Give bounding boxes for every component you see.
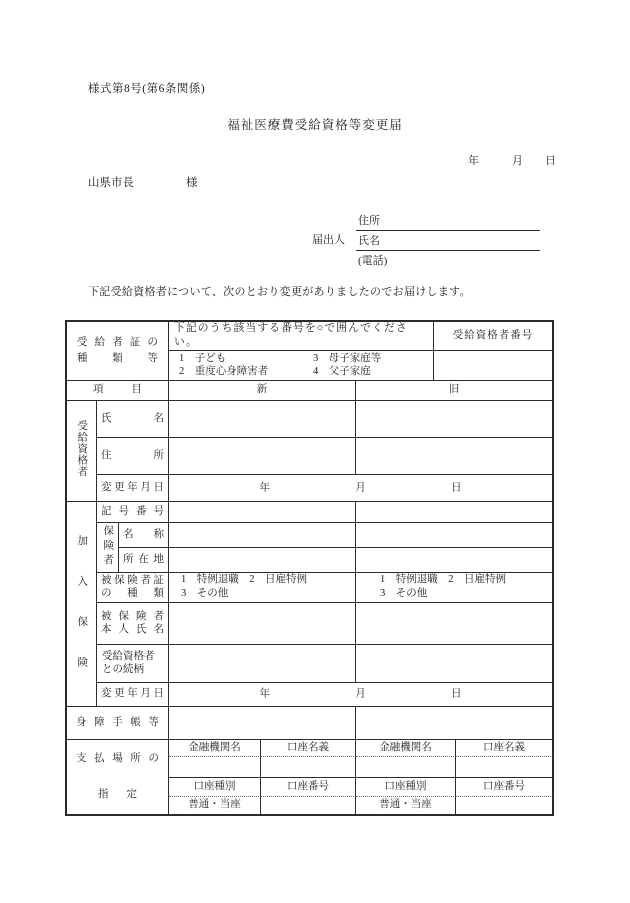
field-symbol-number-old[interactable] bbox=[356, 502, 553, 523]
account-number-label-old: 口座番号 bbox=[456, 778, 553, 797]
account-kind-options-old[interactable]: 普通・当座 bbox=[356, 797, 456, 815]
day-label: 日 bbox=[451, 688, 462, 700]
address-label: 住所 bbox=[358, 215, 380, 227]
field-card-type-old[interactable] bbox=[356, 573, 553, 603]
cert-type-label-line1: 受給者証の bbox=[77, 337, 158, 349]
symbol-number-label: 記号番号 bbox=[97, 502, 169, 523]
form-number: 様式第8号(第6条関係) bbox=[88, 83, 206, 95]
insurer-header bbox=[97, 523, 119, 573]
card-options-old-line2[interactable]: 3 その他 bbox=[380, 588, 428, 600]
card-options-new-line2[interactable]: 3 その他 bbox=[181, 588, 229, 600]
handbook-label: 身障手帳等 bbox=[67, 707, 169, 740]
addressee-name: 山県市長 bbox=[88, 177, 134, 189]
column-header-old: 旧 bbox=[356, 381, 553, 401]
insurance-change-date-label: 変更年月日 bbox=[97, 683, 169, 707]
declarant-label: 届出人 bbox=[312, 234, 345, 246]
month-label: 月 bbox=[355, 481, 366, 493]
field-card-type-new[interactable] bbox=[169, 573, 356, 603]
field-insurance-change-date[interactable] bbox=[169, 683, 553, 707]
insurance-group-label: 加入保険 bbox=[76, 535, 88, 698]
declarant-phone-field[interactable] bbox=[356, 251, 540, 270]
card-options-new-line1[interactable]: 1 特例退職 2 日雇特例 bbox=[181, 574, 307, 586]
field-handbook-new[interactable] bbox=[169, 707, 356, 740]
year-label: 年 bbox=[259, 688, 270, 700]
field-recipient-address-old[interactable] bbox=[356, 438, 553, 475]
cert-options-row2 bbox=[179, 365, 433, 379]
circle-instruction: 下記のうち該当する番号を○で囲んでください。 bbox=[169, 322, 434, 351]
field-account-holder-new[interactable] bbox=[261, 757, 356, 778]
card-type-label-line2: の種類 bbox=[101, 588, 164, 600]
declarant-name-field[interactable] bbox=[356, 231, 540, 251]
relation-label bbox=[97, 645, 169, 683]
relation-label-line1: 受給資格者 bbox=[102, 650, 155, 662]
insurer-name-label: 名称 bbox=[119, 523, 169, 548]
insured-name-label bbox=[97, 603, 169, 645]
insurance-group-header bbox=[67, 502, 97, 707]
payment-place-label bbox=[67, 740, 169, 815]
recipient-address-label: 住所 bbox=[97, 438, 169, 475]
year-label: 年 bbox=[259, 481, 270, 493]
recipient-change-date-label: 変更年月日 bbox=[97, 475, 169, 502]
declarant-fields bbox=[356, 211, 540, 270]
day-label: 日 bbox=[451, 481, 462, 493]
recipient-group-label: 受給資格者 bbox=[76, 419, 88, 478]
field-bank-name-old[interactable] bbox=[356, 757, 456, 778]
field-relation-new[interactable] bbox=[169, 645, 356, 683]
field-recipient-number[interactable] bbox=[434, 351, 553, 381]
field-insured-name-old[interactable] bbox=[356, 603, 553, 645]
recipient-number-label: 受給資格者番号 bbox=[434, 322, 553, 351]
card-type-label bbox=[97, 573, 169, 603]
main-table bbox=[66, 321, 553, 815]
relation-label-line2: との続柄 bbox=[102, 664, 144, 676]
recipient-name-label: 氏名 bbox=[97, 401, 169, 438]
date-line: 年 月 日 bbox=[468, 155, 556, 167]
cert-type-label-line2: 種類等 bbox=[77, 352, 158, 364]
field-account-number-old[interactable] bbox=[456, 797, 553, 815]
bank-name-label-old: 金融機関名 bbox=[356, 740, 456, 757]
insurer-address-label: 所在地 bbox=[119, 548, 169, 573]
field-account-number-new[interactable] bbox=[261, 797, 356, 815]
column-header-item: 項目 bbox=[67, 381, 169, 401]
recipient-group-header bbox=[67, 401, 97, 502]
field-account-holder-old[interactable] bbox=[456, 757, 553, 778]
cert-type-options[interactable] bbox=[169, 351, 434, 381]
account-holder-label-old: 口座名義 bbox=[456, 740, 553, 757]
payment-label-line2: 指定 bbox=[98, 788, 137, 800]
insured-name-label-line2: 本人氏名 bbox=[101, 624, 164, 636]
field-recipient-name-old[interactable] bbox=[356, 401, 553, 438]
account-number-label-new: 口座番号 bbox=[261, 778, 356, 797]
phone-label: (電話) bbox=[358, 255, 388, 267]
payment-label-line1: 支払場所の bbox=[76, 753, 159, 765]
cert-type-label bbox=[67, 322, 169, 381]
option-child[interactable]: 1 子ども bbox=[179, 352, 227, 364]
main-table-wrapper bbox=[65, 320, 554, 816]
account-holder-label-new: 口座名義 bbox=[261, 740, 356, 757]
field-symbol-number-new[interactable] bbox=[169, 502, 356, 523]
card-options-old-line1[interactable]: 1 特例退職 2 日雇特例 bbox=[380, 574, 506, 586]
field-relation-old[interactable] bbox=[356, 645, 553, 683]
insurer-label: 保険者 bbox=[102, 525, 114, 569]
column-header-new: 新 bbox=[169, 381, 356, 401]
addressee-line bbox=[88, 174, 198, 190]
account-kind-options-new[interactable]: 普通・当座 bbox=[169, 797, 261, 815]
option-single-father[interactable]: 4 父子家庭 bbox=[313, 366, 371, 378]
field-recipient-address-new[interactable] bbox=[169, 438, 356, 475]
card-type-label-line1: 被保険者証 bbox=[101, 574, 164, 586]
option-single-mother[interactable]: 3 母子家庭等 bbox=[313, 352, 382, 364]
name-label: 氏名 bbox=[358, 235, 380, 247]
field-insurer-name-new[interactable] bbox=[169, 523, 356, 548]
intro-sentence: 下記受給資格者について、次のとおり変更がありましたのでお届けします。 bbox=[88, 286, 471, 298]
declarant-address-field[interactable] bbox=[356, 211, 540, 231]
option-disabled[interactable]: 2 重度心身障害者 bbox=[179, 366, 269, 378]
bank-name-label-new: 金融機関名 bbox=[169, 740, 261, 757]
field-insurer-address-new[interactable] bbox=[169, 548, 356, 573]
field-handbook-old[interactable] bbox=[356, 707, 553, 740]
insured-name-label-line1: 被保険者 bbox=[101, 610, 164, 622]
month-label: 月 bbox=[355, 688, 366, 700]
field-insurer-name-old[interactable] bbox=[356, 523, 553, 548]
addressee-honorific: 様 bbox=[186, 177, 198, 189]
field-recipient-name-new[interactable] bbox=[169, 401, 356, 438]
account-type-label-old: 口座種別 bbox=[356, 778, 456, 797]
field-recipient-change-date[interactable] bbox=[169, 475, 553, 502]
declarant-block bbox=[312, 211, 540, 270]
field-insurer-address-old[interactable] bbox=[356, 548, 553, 573]
field-insured-name-new[interactable] bbox=[169, 603, 356, 645]
field-bank-name-new[interactable] bbox=[169, 757, 261, 778]
page-title: 福祉医療費受給資格等変更届 bbox=[227, 118, 403, 132]
account-type-label-new: 口座種別 bbox=[169, 778, 261, 797]
cert-options-row1 bbox=[179, 352, 433, 366]
